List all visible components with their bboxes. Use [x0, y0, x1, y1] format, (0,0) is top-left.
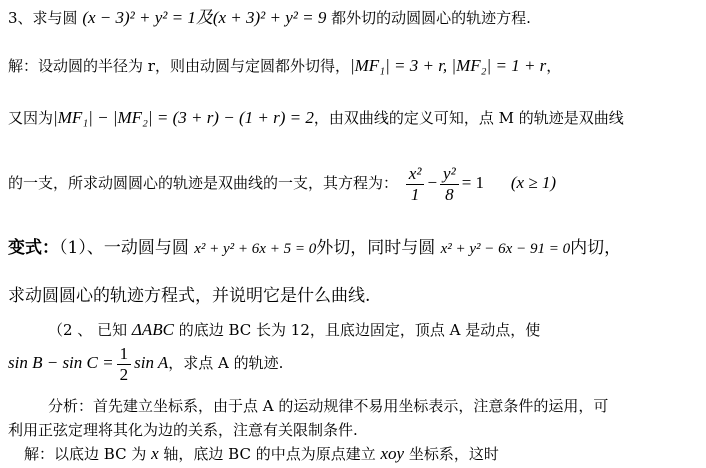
solution-text: 解：以底边 BC 为	[24, 445, 152, 463]
variant-text-end: 内切，	[570, 238, 622, 258]
variant-2-line-2	[8, 340, 283, 386]
variant-2-text-end: 的底边 BC 长为 12，且底边固定，顶点 A 是动点，使	[173, 321, 541, 339]
fraction-y-squared: $\frac{\text{y²}}{8}$	[440, 164, 459, 205]
analysis-text-2: 利用正弦定理将其化为边的关系，注意有关限制条件.	[8, 421, 358, 439]
xoy-symbol: xoy	[380, 444, 405, 463]
sine-difference: sin B − sin C =	[8, 353, 114, 372]
fraction-x-squared: $\frac{\text{x²}}{1}$	[406, 164, 425, 205]
variant-question: 求动圆圆心的轨迹方程式，并说明它是什么曲线.	[8, 286, 371, 306]
circle-equations: (x − 3)² + y² = 1及(x + 3)² + y² = 9	[82, 8, 327, 27]
solution-line-2	[8, 108, 624, 128]
question-text: 3、求与圆	[8, 9, 83, 27]
minus-sign: −	[427, 173, 438, 192]
question-text-end: 都外切的动圆圆心的轨迹方程.	[326, 9, 531, 27]
distance-equations: |MF₁| = 3 + r, |MF₂| = 1 + r	[349, 56, 547, 75]
variant-2-question: ，求点 A 的轨迹.	[168, 354, 284, 372]
variant-1-line-2	[8, 286, 370, 306]
circle-equation-2: x² + y² − 6x − 91 = 0	[440, 241, 571, 257]
analysis-text: 分析：首先建立坐标系，由于点 A 的运动规律不易用坐标表示，注意条件的运用，可	[48, 397, 609, 415]
solution-line-3	[8, 160, 556, 206]
problem-3-question	[8, 8, 531, 28]
analysis-line-1	[48, 396, 608, 416]
solution-text-end: ，由双曲线的定义可知，点 M 的轨迹是双曲线	[313, 109, 624, 127]
variant-1-line-1	[8, 238, 621, 259]
variant-2-line-1	[48, 320, 540, 340]
equals-one: = 1	[461, 173, 485, 192]
variant-2-text: （2 、 已知	[48, 321, 132, 339]
circle-equation-1: x² + y² + 6x + 5 = 0	[194, 241, 317, 257]
solution-text: 又因为	[8, 109, 54, 127]
solution-text-end: 坐标系，这时	[404, 445, 499, 463]
fraction-one-half: $\frac{1}{2}$	[117, 344, 132, 385]
variant-text-mid: 外切，同时与圆	[316, 238, 441, 258]
variant-text: （1）、一动圆与圆	[59, 238, 195, 258]
solution-line-1	[8, 56, 561, 76]
solution-text: 解：设动圆的半径为 r，则由动圆与定圆都外切得，	[8, 57, 350, 75]
solution-text-mid: 轴，底边 BC 的中点为原点建立	[158, 445, 381, 463]
domain-condition: (x ≥ 1)	[510, 173, 557, 192]
difference-equation: |MF₁| − |MF₂| = (3 + r) − (1 + r) = 2	[53, 108, 314, 127]
variant-label: 变式：	[8, 238, 59, 258]
punctuation: ，	[546, 57, 562, 75]
sine-a: sin A	[134, 353, 169, 372]
solution-text: 的一支，所求动圆圆心的轨迹是双曲线的一支，其方程为：	[8, 174, 399, 192]
analysis-line-2	[8, 420, 358, 440]
triangle-abc: ΔABC	[131, 320, 174, 339]
x-axis-symbol: x	[151, 444, 159, 463]
variant-solution-line	[24, 444, 499, 464]
